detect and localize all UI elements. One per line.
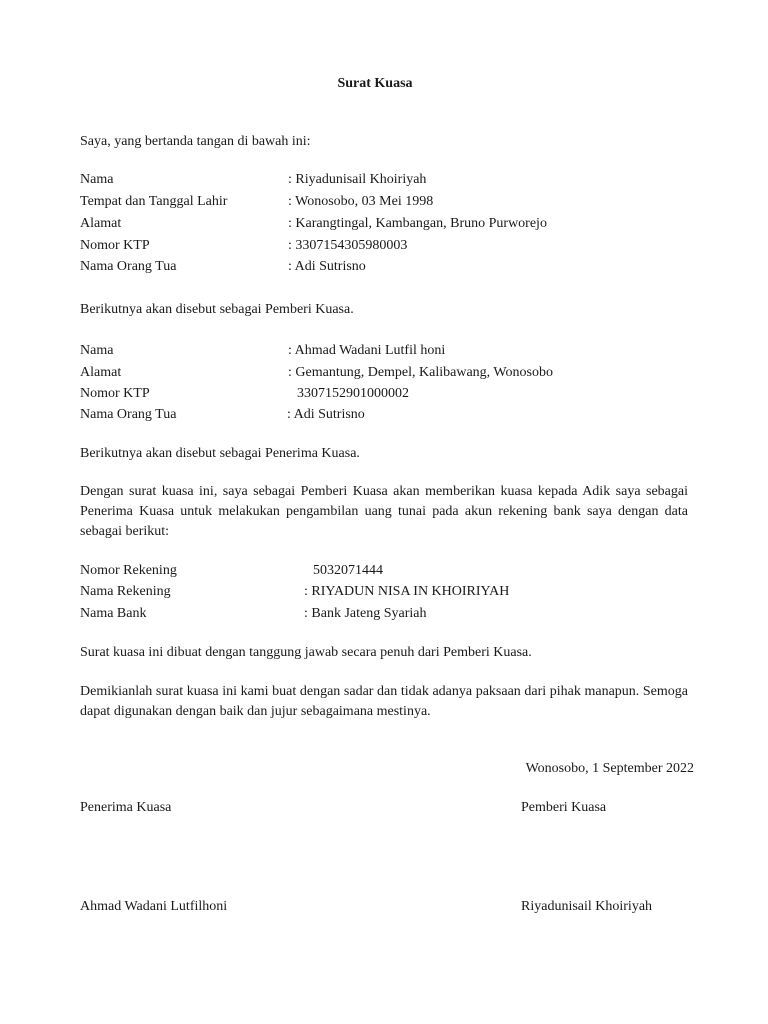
penerima-address-value: : Gemantung, Dempel, Kalibawang, Wonosobo [288, 365, 553, 380]
pemberi-birth-value: : Wonosobo, 03 Mei 1998 [288, 194, 434, 209]
pemberi-signature-name: Riyadunisail Khoiriyah [521, 899, 653, 914]
penerima-address-label: Alamat [80, 365, 122, 380]
closing-paragraph: Demikianlah surat kuasa ini kami buat dengan sadar dan tidak adanya paksaan dari pihak manapun. Semoga dapat digunakan dengan baik dan jujur sebagaimana mestinya. [80, 684, 688, 719]
pemberi-address-value: : Karangtingal, Kambangan, Bruno Purworejo [288, 216, 547, 231]
pemberi-address-label: Alamat [80, 216, 122, 231]
intro-text: Saya, yang bertanda tangan di bawah ini: [80, 134, 311, 149]
penerima-role-label: Penerima Kuasa [80, 800, 172, 815]
penerima-signature-name: Ahmad Wadani Lutfilhoni [80, 899, 228, 914]
bank-account-number-value: 5032071444 [313, 563, 383, 578]
penerima-parent-label: Nama Orang Tua [80, 407, 177, 422]
responsibility-text: Surat kuasa ini dibuat dengan tanggung jawab secara penuh dari Pemberi Kuasa. [80, 645, 532, 660]
pemberi-name-value: : Riyadunisail Khoiriyah [288, 172, 427, 187]
pemberi-role-label: Pemberi Kuasa [521, 800, 607, 815]
pemberi-ktp-value: : 3307154305980003 [288, 238, 408, 253]
bank-account-name-value: : RIYADUN NISA IN KHOIRIYAH [304, 584, 510, 599]
place-date: Wonosobo, 1 September 2022 [525, 761, 694, 776]
penerima-ktp-value: 3307152901000002 [297, 386, 409, 401]
pemberi-ktp-label: Nomor KTP [80, 238, 150, 253]
pemberi-parent-value: : Adi Sutrisno [288, 259, 366, 274]
penerima-name-value: : Ahmad Wadani Lutfil honi [288, 343, 446, 358]
penerima-parent-value: : Adi Sutrisno [287, 407, 365, 422]
penerima-name-label: Nama [80, 343, 114, 358]
pemberi-name-label: Nama [80, 172, 114, 187]
bank-account-number-label: Nomor Rekening [80, 563, 177, 578]
pemberi-note: Berikutnya akan disebut sebagai Pemberi Kuasa. [80, 302, 354, 317]
bank-name-value: : Bank Jateng Syariah [304, 606, 427, 621]
pemberi-parent-label: Nama Orang Tua [80, 259, 177, 274]
document-title: Surat Kuasa [337, 76, 413, 91]
pemberi-birth-label: Tempat dan Tanggal Lahir [80, 194, 228, 209]
penerima-note: Berikutnya akan disebut sebagai Penerima Kuasa. [80, 446, 360, 461]
bank-account-name-label: Nama Rekening [80, 584, 171, 599]
bank-name-label: Nama Bank [80, 606, 147, 621]
penerima-ktp-label: Nomor KTP [80, 386, 150, 401]
body-paragraph: Dengan surat kuasa ini, saya sebagai Pemberi Kuasa akan memberikan kuasa kepada Adik saya sebagai Penerima Kuasa untuk melakukan pengambilan uang tunai pada akun rekening bank saya dengan data sebagai berikut: [80, 484, 688, 539]
